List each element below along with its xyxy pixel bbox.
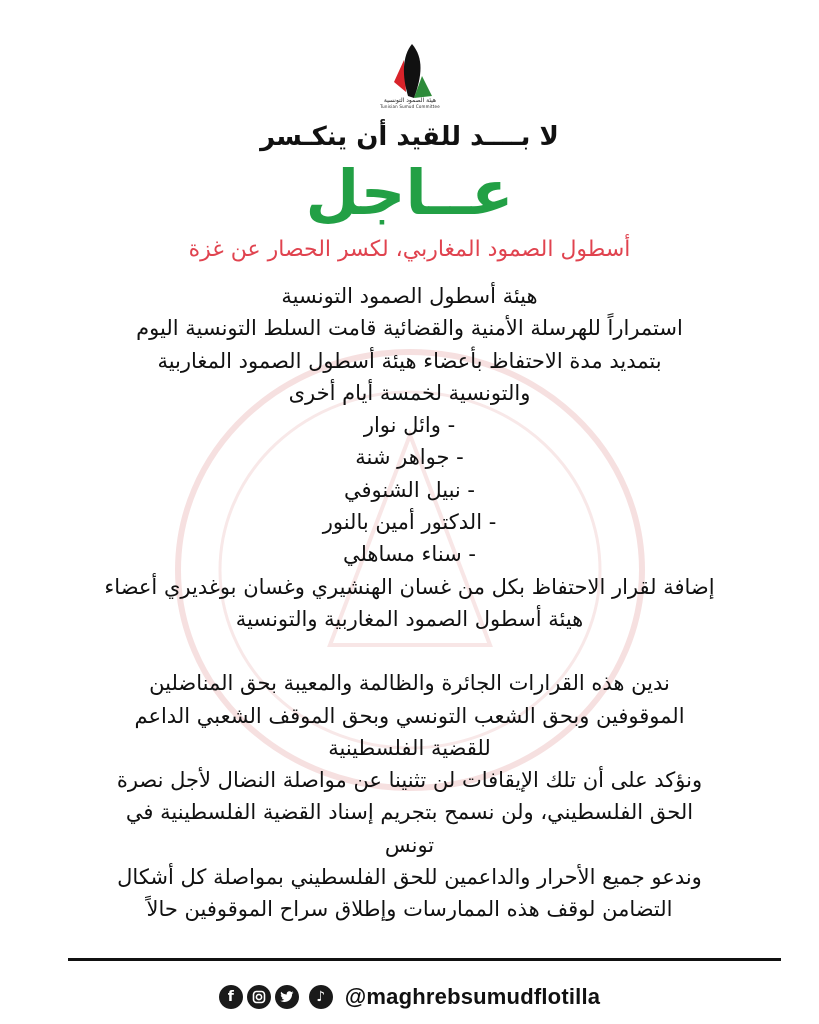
paragraph-gap: [40, 635, 779, 667]
logo-caption-arabic: هيئة الصمود التونسية: [383, 97, 437, 104]
body-line: الموقوفين وبحق الشعب التونسي وبحق الموقف الشعبي الداعم: [134, 703, 685, 728]
body-line: استمراراً للهرسلة الأمنية والقضائية قامت السلط التونسية اليوم: [136, 316, 683, 341]
social-footer: [0, 980, 819, 1014]
social-handle[interactable]: @maghrebsumudflotilla: [344, 984, 601, 1009]
body-line: وندعو جميع الأحرار والداعمين للحق الفلسطيني بمواصلة كل أشكال: [117, 865, 702, 890]
slogan: لا بــــد للقيد أن ينكـسر: [260, 122, 559, 152]
body-line-org: هيئة أسطول الصمود التونسية: [281, 284, 538, 308]
body-line: إضافة لقرار الاحتفاظ بكل من غسان الهنشيري وغسان بوغديري أعضاء: [104, 574, 715, 599]
body-line: والتونسية لخمسة أيام أخرى: [288, 380, 531, 405]
body-line: تونس: [384, 832, 435, 857]
body-line: بتمديد مدة الاحتفاظ بأعضاء هيئة أسطول الصمود المغاربية: [157, 348, 662, 373]
body-line: التضامن لوقف هذه الممارسات وإطلاق سراح الموقوفين حالاً: [146, 897, 673, 922]
body-line: هيئة أسطول الصمود المغاربية والتونسية: [235, 606, 584, 631]
statement-body: [40, 280, 779, 926]
footer-divider: [68, 958, 781, 961]
instagram-glyph: [252, 990, 266, 1004]
detainee-name: - وائل نوار: [363, 413, 456, 438]
detainee-name: - الدكتور أمين بالنور: [322, 510, 497, 535]
body-line: للقضية الفلسطينية: [328, 735, 491, 760]
detainee-name: - جواهر شنة: [355, 445, 464, 470]
urgent-label: عــاجل: [305, 156, 514, 229]
body-line: الحق الفلسطيني، ولن نسمح بتجريم إسناد القضية الفلسطينية في: [125, 800, 694, 825]
twitter-glyph: [280, 991, 294, 1003]
body-line: ندين هذه القرارات الجائرة والظالمة والمعيبة بحق المناضلين: [149, 671, 670, 696]
instagram-icon[interactable]: [247, 985, 271, 1009]
twitter-icon[interactable]: [275, 985, 299, 1009]
subtitle: أسطول الصمود المغاربي، لكسر الحصار عن غزة: [188, 237, 631, 262]
detainee-name: - نبيل الشنوفي: [343, 477, 476, 502]
tiktok-icon[interactable]: ♪: [309, 985, 333, 1009]
facebook-icon[interactable]: f: [219, 985, 243, 1009]
logo-caption-english: Tunisian Sumud Committee: [380, 104, 440, 109]
logo-caption: [380, 97, 440, 109]
detainee-name: - سناء مساهلي: [342, 542, 477, 567]
body-line: ونؤكد على أن تلك الإيقافات لن تثنينا عن مواصلة النضال لأجل نصرة: [116, 768, 703, 793]
